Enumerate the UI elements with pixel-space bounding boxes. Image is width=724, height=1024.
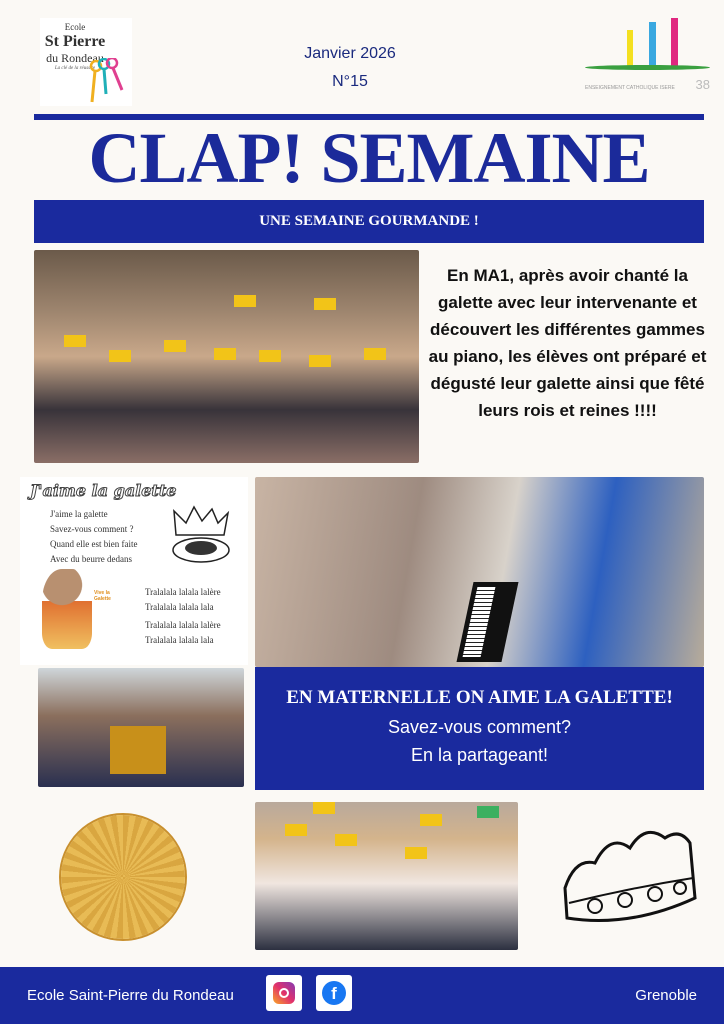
logo-tagline: La clé de la réussite <box>54 66 96 71</box>
song-line: Tralalala lalala lalère <box>145 620 221 630</box>
facebook-icon[interactable]: f <box>316 975 352 1011</box>
class-photo <box>34 250 419 463</box>
partner-logo-text: ENSEIGNEMENT CATHOLIQUE ISERE <box>585 85 675 91</box>
info-line: Savez-vous comment? <box>387 717 572 737</box>
song-line: Tralalala lalala lala <box>145 635 214 645</box>
info-box <box>255 667 704 790</box>
keys-icon <box>80 58 130 106</box>
song-line: Quand elle est bien faite <box>50 539 138 549</box>
song-title: J'aime la galette <box>30 481 177 500</box>
song-sheet <box>20 477 248 665</box>
banner-text: UNE SEMAINE GOURMANDE ! <box>259 213 479 229</box>
instagram-icon[interactable] <box>266 975 302 1011</box>
footer <box>0 967 724 1024</box>
section-banner <box>34 200 704 243</box>
song-line: Savez-vous comment ? <box>50 524 134 534</box>
logo-text: St Pierre <box>44 33 106 50</box>
issue-date: Janvier 2026 <box>304 45 396 62</box>
article-text: En MA1, après avoir chanté la galette avec leur intervenante et découvert les différentes gammes au piano, les élèves ont préparé et dégusté leur galette ainsi que fêté leurs rois et reines !!!! <box>428 266 707 420</box>
crown-galette-icon <box>170 505 232 567</box>
school-logo <box>40 18 132 106</box>
logo-text: du Rondeau <box>46 51 104 65</box>
song-line: Tralalala lalala lala <box>145 602 214 612</box>
song-line: J'aime la galette <box>50 509 108 519</box>
info-title: EN MATERNELLE ON AIME LA GALETTE! <box>286 687 673 708</box>
piano-photo <box>255 477 704 667</box>
crown-icon <box>555 818 700 928</box>
children-photo <box>38 668 244 787</box>
song-line: Avec du beurre dedans <box>50 554 133 564</box>
footer-school: Ecole Saint-Pierre du Rondeau <box>27 987 234 1004</box>
galette-illustration <box>61 815 185 939</box>
mouse-illustration <box>42 569 92 649</box>
song-line: Tralalala lalala lalère <box>145 587 221 597</box>
issue-number: N°15 <box>332 73 368 90</box>
partner-logo-number: 38 <box>695 77 710 92</box>
info-line: En la partageant! <box>410 745 549 765</box>
page-title: CLAP! SEMAINE <box>88 118 650 198</box>
mouse-sign: Vive la Galette <box>94 590 111 602</box>
footer-city: Grenoble <box>635 987 697 1004</box>
kings-photo <box>255 802 518 950</box>
logo-text: Ecole <box>64 22 86 32</box>
partner-logo <box>585 18 710 98</box>
